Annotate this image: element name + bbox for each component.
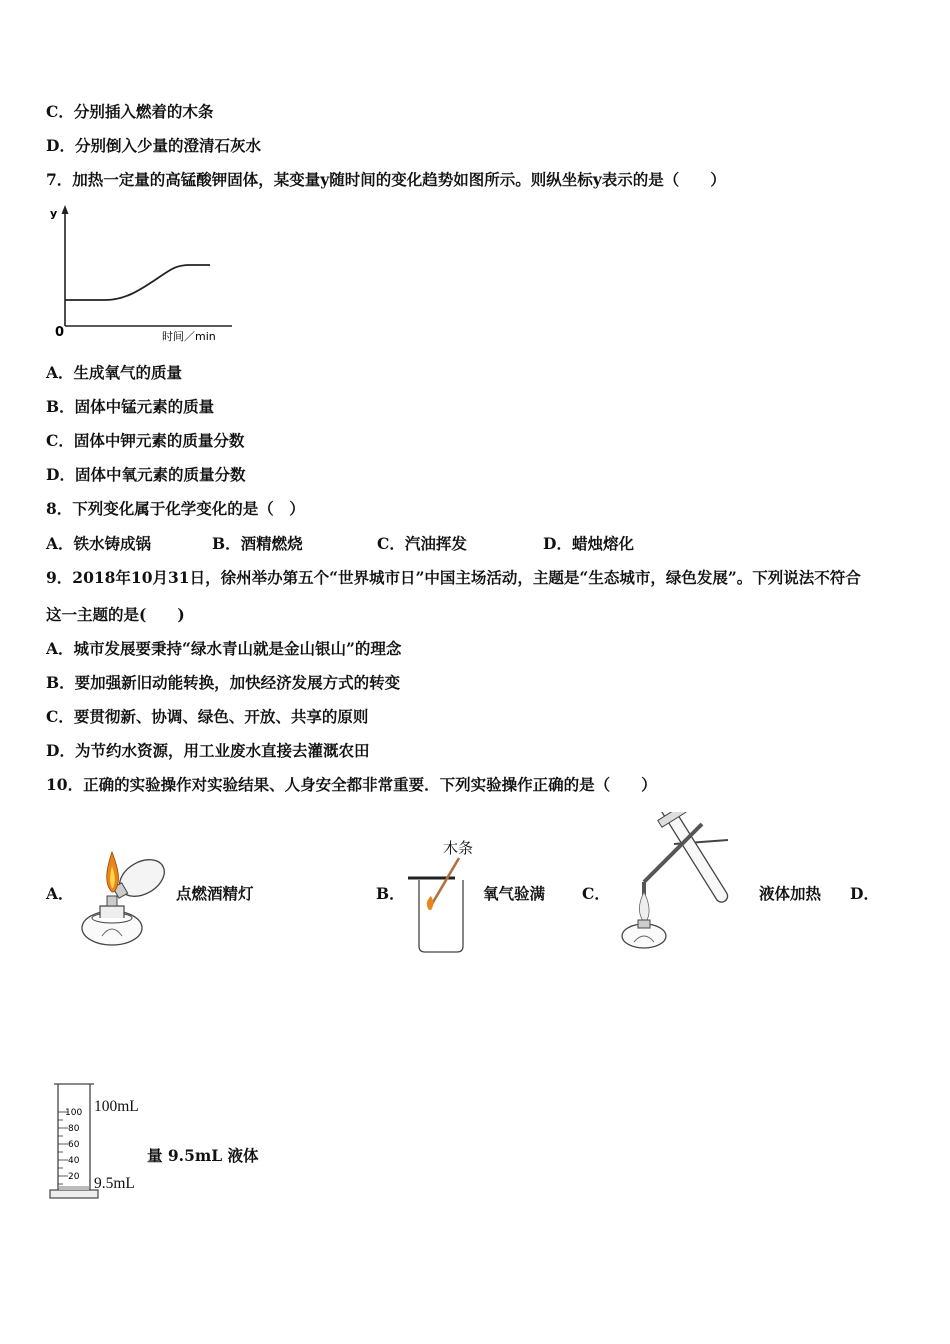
q10-option-d-text: 量 9.5mL 液体 [147, 1146, 259, 1165]
cylinder-scale-40: 40 [68, 1156, 80, 1166]
q7-graph-y-label: y [50, 207, 58, 220]
q10-option-b-text: 氧气验满 [483, 884, 546, 903]
q7-option-b: B．固体中锰元素的质量 [46, 397, 215, 416]
q8-option-b: B．酒精燃烧 [212, 534, 303, 553]
q10-option-a-letter: A． [46, 884, 74, 903]
q10-option-c-text: 液体加热 [759, 884, 822, 903]
q8-option-c: C．汽油挥发 [377, 534, 467, 553]
q10-option-b-figure [405, 856, 475, 958]
cylinder-scale-60: 60 [68, 1140, 80, 1150]
q7-graph-origin-label: 0 [55, 325, 65, 340]
cylinder-scale-20: 20 [68, 1172, 80, 1182]
cylinder-bottom-label: 9.5mL [94, 1175, 135, 1192]
q7-option-d: D．固体中氧元素的质量分数 [46, 465, 246, 484]
q7-stem: 7．加热一定量的高锰酸钾固体，某变量y随时间的变化趋势如图所示。则纵坐标y表示的是（ ） [46, 170, 726, 189]
q9-option-b: B．要加强新旧动能转换，加快经济发展方式的转变 [46, 673, 401, 692]
q10-option-c-figure [610, 812, 758, 958]
cylinder-liquid [59, 1186, 89, 1190]
q6-option-d: D．分别倒入少量的澄清石灰水 [46, 136, 261, 155]
q6-option-c: C．分别插入燃着的木条 [46, 102, 214, 121]
q10-option-a-figure [72, 840, 176, 952]
q9-stem-line1: 9．2018年10月31日，徐州举办第五个“世界城市日”中国主场活动，主题是“生态城市，绿色发展”。下列说法不符合 [46, 568, 861, 587]
q8-option-a: A．铁水铸成锅 [46, 534, 152, 553]
q9-option-c: C．要贯彻新、协调、绿色、开放、共享的原则 [46, 707, 369, 726]
q10-option-c-letter: C． [582, 884, 610, 903]
q10-option-d-letter: D． [850, 884, 879, 903]
q7-graph [40, 200, 240, 346]
cylinder-top-label: 100mL [94, 1098, 139, 1115]
q10-option-a-text: 点燃酒精灯 [176, 884, 254, 903]
q7-graph-x-label: 时间／min [162, 330, 216, 343]
q9-option-d: D．为节约水资源，用工业废水直接去灌溉农田 [46, 741, 370, 760]
q7-graph-curve [65, 265, 210, 300]
q7-option-c: C．固体中钾元素的质量分数 [46, 431, 245, 450]
cylinder-scale-80: 80 [68, 1124, 80, 1134]
q10-option-b-letter: B． [376, 884, 405, 903]
q10-stem: 10．正确的实验操作对实验结果、人身安全都非常重要．下列实验操作正确的是（ ） [46, 775, 657, 794]
q8-stem: 8．下列变化属于化学变化的是（ ） [46, 499, 305, 518]
q9-option-a: A．城市发展要秉持“绿水青山就是金山银山”的理念 [46, 639, 402, 658]
q8-option-d: D．蜡烛熔化 [543, 534, 634, 553]
cylinder-scale-100: 100 [65, 1108, 83, 1118]
q9-stem-line2: 这一主题的是( ) [46, 605, 185, 624]
q7-option-a: A．生成氧气的质量 [46, 363, 183, 382]
q10-option-b-fig-label: 木条 [443, 839, 474, 857]
